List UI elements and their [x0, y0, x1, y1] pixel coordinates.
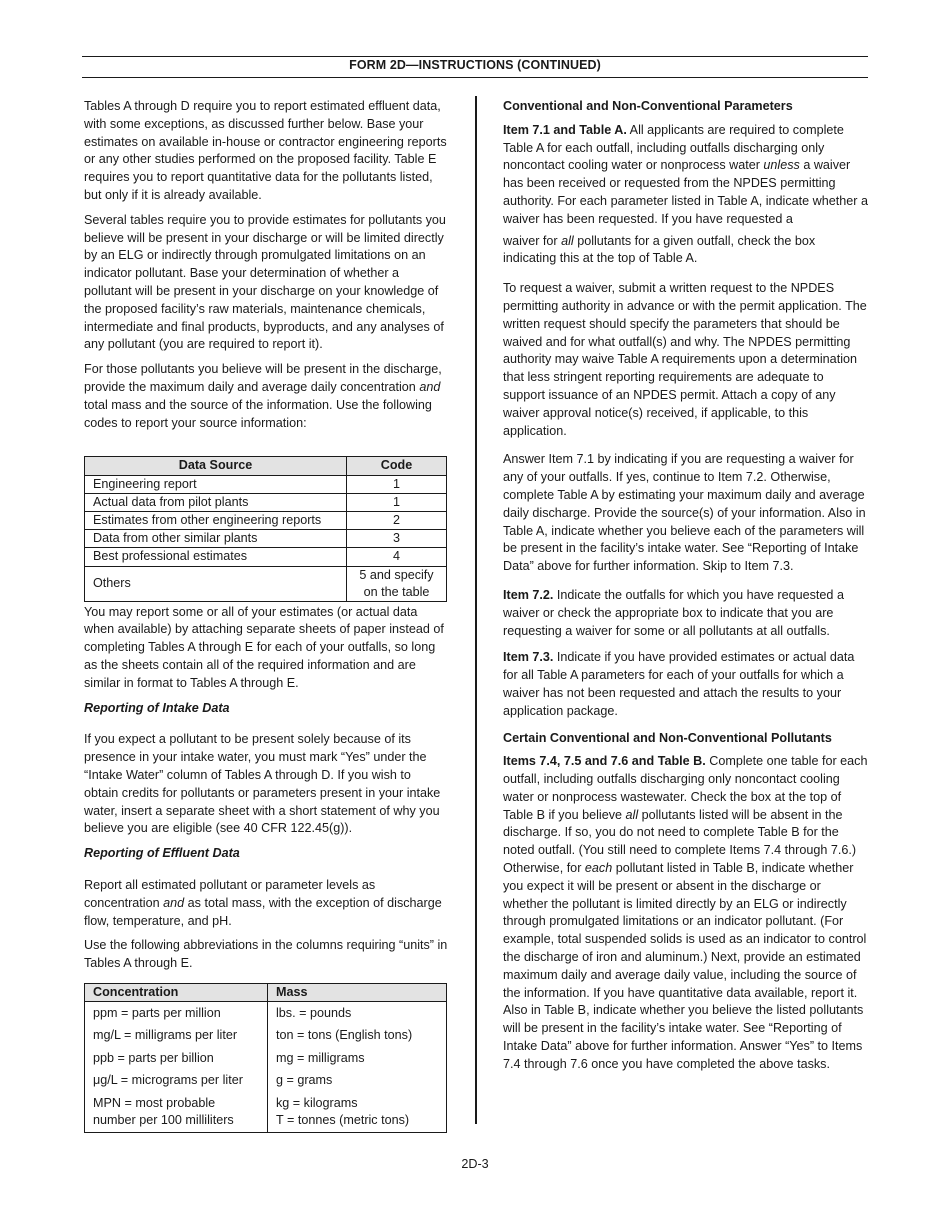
mass-cell: mg = milligrams [268, 1048, 447, 1070]
data-source-cell: Data from other similar plants [85, 530, 347, 548]
table-row [85, 1048, 447, 1070]
data-source-table [84, 456, 447, 601]
table-row [85, 493, 447, 511]
concentration-cell: μg/L = micrograms per liter [93, 1073, 243, 1088]
right-column [503, 98, 869, 1081]
page-number: 2D-3 [461, 1157, 489, 1171]
table-row [85, 511, 447, 529]
intake-data-heading: Reporting of Intake Data [84, 700, 230, 715]
table-header-row [85, 457, 447, 475]
mass-cell: ton = tons (English tons) [268, 1025, 447, 1047]
header-top-rule [82, 56, 868, 57]
intake-data-paragraph: If you expect a pollutant to be present solely because of its presence in your intake water, you must mark “Yes” under the “Intake Water” column of Tables A through D. If you wish to obtain credits for pollutants or parameters present in your intake water, insert a separate sheet with a short statement of why you believe you are eligible (see 40 CFR 122.45(g)). [84, 732, 441, 836]
item-7-2-paragraph: Item 7.2. Indicate the outfalls for which you have requested a waiver or check the appropriate box to indicate that you are requesting a waiver for some or all pollutants at all outfalls. [503, 587, 844, 638]
mass-cell: kg = kilograms T = tonnes (metric tons) [268, 1093, 447, 1133]
abbreviations-paragraph: Use the following abbreviations in the columns requiring “units” in Tables A through E. [84, 938, 448, 971]
mass-cell: lbs. = pounds [268, 1001, 447, 1025]
code-cell: 1 [347, 493, 447, 511]
code-cell: 2 [347, 511, 447, 529]
conventional-parameters-heading: Conventional and Non-Conventional Parameters [503, 99, 793, 113]
intro-paragraph: Tables A through D require you to report estimated effluent data, with some exceptions, as discussed further below. Base your estimates on available in-house or contractor engineering reports or any other studies performed on the proposed facility. Table E requires you to report quantitative data for the pollutants listed, but only if it is already available. [84, 99, 447, 202]
concentration-cell: ppb = parts per billion [93, 1050, 214, 1065]
table-header-row [85, 983, 447, 1001]
separate-sheets-paragraph: You may report some or all of your estimates (or actual data when available) by attaching separate sheets of paper instead of completing Tables A through E for each of your outfalls, so long as the sheets contain all of the required information and are similar in format to Tables A through E. [84, 604, 444, 690]
code-cell: 3 [347, 530, 447, 548]
table-row-others [85, 566, 447, 601]
column-divider [475, 96, 477, 1124]
certain-pollutants-heading: Certain Conventional and Non-Conventional Pollutants [503, 730, 832, 745]
item-7-1-waiver-all-paragraph: waiver for all pollutants for a given outfall, check the box indicating this at the top of Table A. [503, 233, 816, 266]
concentration-cell: ppm = parts per million [93, 1005, 221, 1020]
code-cell: 4 [347, 548, 447, 566]
data-source-cell: Actual data from pilot plants [85, 493, 347, 511]
effluent-data-paragraph: Report all estimated pollutant or parameter levels as concentration and as total mass, with the exception of discharge flow, temperature, and pH. [84, 877, 442, 928]
concentration-cell: mg/L = milligrams per liter [93, 1028, 238, 1043]
concentration-cell: MPN = most probable number per 100 milliliters [93, 1095, 234, 1127]
left-column [84, 98, 448, 1133]
code-cell: 1 [347, 475, 447, 493]
code-cell: 5 and specify on the table [347, 566, 447, 601]
waiver-request-paragraph: To request a waiver, submit a written request to the NPDES permitting authority in advance or with the permit application. The written request should specify the parameters that should be waived and for what outfall(s) and why. The NPDES permitting authority may waive Table A requirements upon a determination that less stringent reporting requirements are adequate to support issuance of an NPDES permit. Attach a copy of any waiver approval notice(s) received, if applicable, to this application. [503, 281, 867, 438]
code-header: Code [347, 457, 447, 475]
concentration-header: Concentration [85, 983, 268, 1001]
table-row [85, 548, 447, 566]
mass-header: Mass [268, 983, 447, 1001]
header-bottom-rule [82, 77, 868, 78]
source-codes-paragraph: For those pollutants you believe will be present in the discharge, provide the maximum daily and average daily concentration and total mass and the source of the information. Use the following codes to report your source information: [84, 362, 442, 430]
data-source-cell: Engineering report [85, 475, 347, 493]
mass-cell: g = grams [268, 1070, 447, 1092]
table-row [85, 1025, 447, 1047]
table-row [85, 530, 447, 548]
data-source-header: Data Source [85, 457, 347, 475]
estimates-paragraph: Several tables require you to provide estimates for pollutants you believe will be present in your discharge or will be limited directly by an ELG or indirectly through promulgated limitations on an indicator pollutant. Base your determination of whether a pollutant will be present in your discharge on your knowledge of the proposed facility’s raw materials, maintenance chemicals, intermediate and final products, byproducts, and any analyses of any pollutant (you are required to report it). [84, 212, 446, 352]
items-7-4-to-7-6-paragraph: Items 7.4, 7.5 and 7.6 and Table B. Complete one table for each outfall, including outfalls discharging only noncontact cooling water or nonprocess wastewater. Check the box at the top of Table B if you believe all pollutants listed will be absent in the discharge. If so, you do not need to complete Table B for the noted outfall. (You still need to complete Items 7.4 through 7.6.) Otherwise, for each pollutant listed in Table B, indicate whether you expect it will be present or absent in the discharge or whether the pollutant is limited directly by an ELG or indirectly through promulgated limitations or an indicator pollutant. (For example, total suspended solids is used as an indicator to control the discharge of iron and aluminum.) Next, provide an estimated maximum daily and average daily value, including the source of the information. If you have quantitative data available, report it. Also in Table B, indicate whether you believe the listed pollutants will be present in the facility’s intake water. See “Reporting of Intake Data” above for further information. Answer “Yes” to Items 7.4 through 7.6 once you have completed the above tasks. [503, 754, 868, 1071]
item-7-3-paragraph: Item 7.3. Indicate if you have provided estimates or actual data for all Table A parameters for each of your outfalls for which a waiver has not been requested and attach the results to your application package. [503, 650, 855, 718]
item-7-1-paragraph: Item 7.1 and Table A. All applicants are required to complete Table A for each outfall, including outfalls discharging only noncontact cooling water or nonprocess water unless a waiver has been received or requested from the NPDES permitting authority. For each parameter listed in Table A, indicate whether a waiver has been requested. If you have requested a [503, 122, 868, 226]
table-row [85, 1093, 447, 1133]
data-source-cell: Estimates from other engineering reports [85, 511, 347, 529]
units-table [84, 983, 447, 1133]
data-source-cell: Best professional estimates [85, 548, 347, 566]
table-row [85, 1070, 447, 1092]
table-row [85, 475, 447, 493]
table-row [85, 1001, 447, 1025]
effluent-data-heading: Reporting of Effluent Data [84, 846, 240, 861]
answer-item-7-1-paragraph: Answer Item 7.1 by indicating if you are requesting a waiver for any of your outfalls. If yes, continue to Item 7.2. Otherwise, complete Table A by estimating your maximum daily and average daily discharge. Provide the source(s) of your information. Also in Table A, indicate whether you believe each of the parameters will be present in the facility’s intake water. See “Reporting of Intake Data” above for further information. Skip to Item 7.3. [503, 452, 866, 574]
page-header-title: FORM 2D—INSTRUCTIONS (CONTINUED) [349, 58, 601, 72]
data-source-cell: Others [85, 566, 347, 601]
